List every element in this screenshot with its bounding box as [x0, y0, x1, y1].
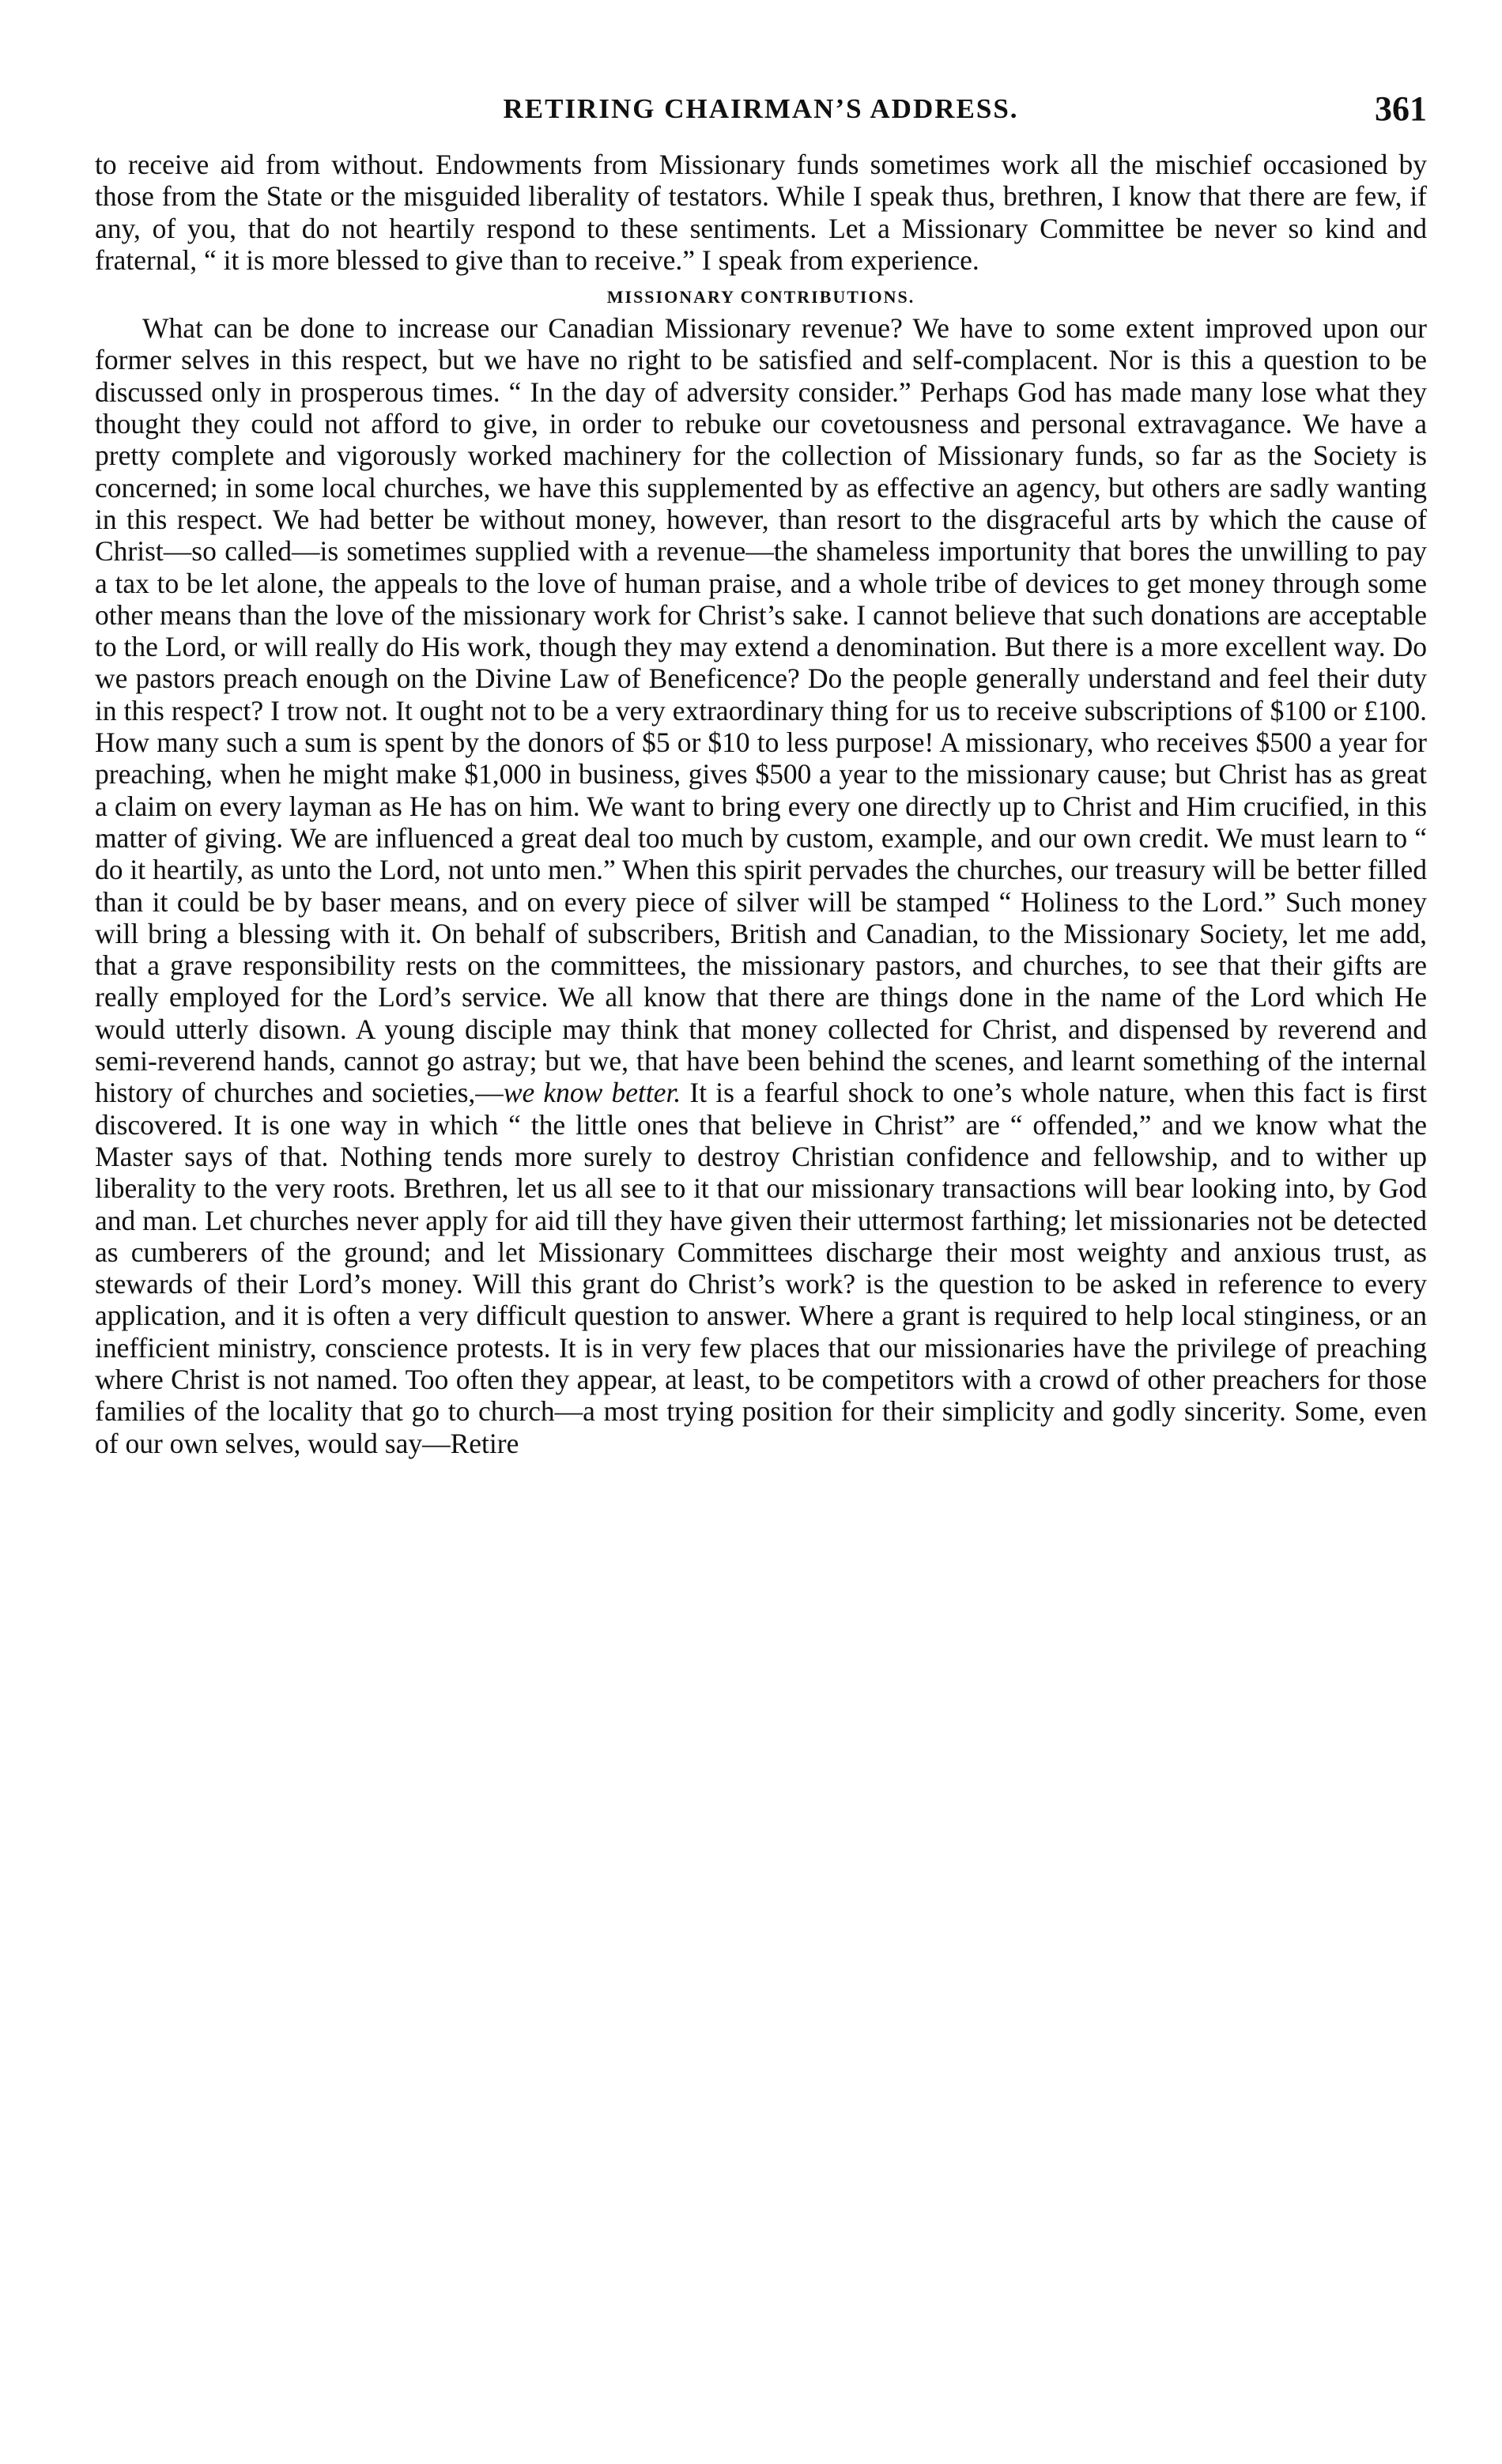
paragraph-missionary-contributions	[95, 312, 1427, 1459]
running-head	[95, 93, 1427, 149]
paragraph-continued: to receive aid from without. Endowments from Missionary funds sometimes work all the mischief occasioned by those from the State or the misguided liberality of testators. While I speak thus, brethren, I know that there are few, if any, of you, that do not heartily respond to these sentiments. Let a Missionary Committee be never so kind and fraternal, “ it is more blessed to give than to receive.” I speak from experience.	[95, 149, 1427, 276]
section-heading: MISSIONARY CONTRIBUTIONS.	[606, 287, 915, 308]
paragraph-text-part-1: What can be done to increase our Canadian Missionary revenue? We have to some extent improved upon our former selves in this respect, but we have no right to be satisfied and self-complacent. Nor is this a question to be discussed only in prosperous times. “ In the day of adversity consider.” Perhaps God has made many lose what they thought they could not afford to give, in order to rebuke our covetousness and personal extravagance. We have a pretty complete and vigorously worked machinery for the collection of Missionary funds, so far as the Society is concerned; in some local churches, we have this supplemented by as effective an agency, but others are sadly wanting in this respect. We had better be without money, however, than resort to the disgraceful arts by which the cause of Christ—so called—is sometimes supplied with a revenue—the shameless importunity that bores the unwilling to pay a tax to be let alone, the appeals to the love of human praise, and a whole tribe of devices to get money through some other means than the love of the missionary work for Christ’s sake. I cannot believe that such donations are acceptable to the Lord, or will really do His work, though they may extend a denomination. But there is a more excellent way. Do we pastors preach enough on the Divine Law of Beneficence? Do the people generally understand and feel their duty in this respect? I trow not. It ought not to be a very extraordinary thing for us to receive subscriptions of $100 or £100. How many such a sum is spent by the donors of $5 or $10 to less purpose! A missionary, who receives $500 a year for preaching, when he might make $1,000 in business, gives $500 a year to the missionary cause; but Christ has as great a claim on every layman as He has on him. We want to bring every one directly up to Christ and Him crucified, in this matter of giving. We are influenced a great deal too much by custom, example, and our own credit. We must learn to “ do it heartily, as unto the Lord, not unto men.” When this spirit pervades the churches, our treasury will be better filled than it could be by baser means, and on every piece of silver will be stamped “ Holiness to the Lord.” Such money will bring a blessing with it. On behalf of subscribers, British and Canadian, to the Missionary Society, let me add, that a grave responsibility rests on the committees, the missionary pastors, and churches, to see that their gifts are really employed for the Lord’s service. We all know that there are things done in the name of the Lord which He would utterly disown. A young disciple may think that money collected for Christ, and dispensed by reverend and semi-reverend hands, cannot go astray; but we, that have been behind the scenes, and learnt something of the internal history of churches and societies,—	[95, 312, 1427, 1109]
page-number: 361	[1375, 93, 1427, 128]
body-text	[95, 149, 1427, 1459]
book-page	[95, 93, 1427, 2433]
paragraph-text-part-2: It is a fearful shock to one’s whole nature, when this fact is first discovered. It is one way in which “ the little ones that believe in Christ” are “ offended,” and we know what the Master says of that. Nothing tends more surely to destroy Christian confidence and fellowship, and to wither up liberality to the very roots. Brethren, let us all see to it that our missionary transactions will bear looking into, by God and man. Let churches never apply for aid till they have given their uttermost farthing; let missionaries not be detected as cumberers of the ground; and let Missionary Committees discharge their most weighty and anxious trust, as stewards of their Lord’s money. Will this grant do Christ’s work? is the question to be asked in reference to every application, and it is often a very difficult question to answer. Where a grant is required to help local stinginess, or an inefficient ministry, conscience protests. It is in very few places that our missionaries have the privilege of preaching where Christ is not named. Too often they appear, at least, to be competitors with a crowd of other preachers for those families of the locality that go to church—a most trying position for their simplicity and godly sincerity. Some, even of our own selves, would say—Retire	[95, 1077, 1427, 1459]
italic-phrase: we know better.	[503, 1077, 681, 1109]
running-title: RETIRING CHAIRMAN’S ADDRESS.	[503, 93, 1019, 124]
